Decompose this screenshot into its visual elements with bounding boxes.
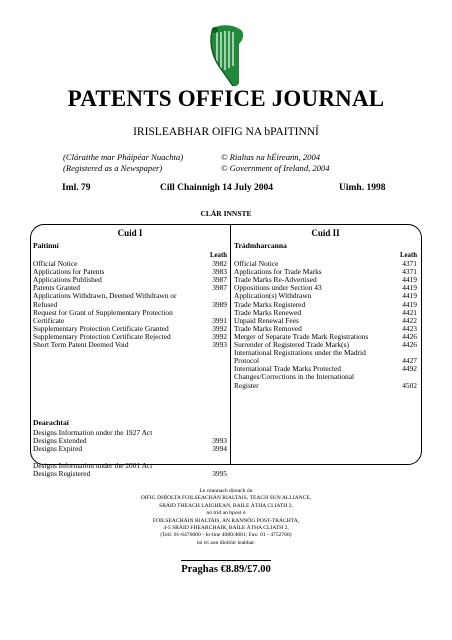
entry-page: 3995 <box>212 468 227 478</box>
price: Praghas €8.89/£7.00 <box>181 564 271 575</box>
entry-label: Designs Registered <box>33 468 91 478</box>
patents-section-heading: Paitinní <box>33 241 59 250</box>
entry-label: Applications for Patents <box>33 267 105 277</box>
issue-number: Uimh. 1998 <box>339 183 386 193</box>
entry-label: Trade Marks Removed <box>234 323 302 333</box>
entry-page: 3983 <box>212 267 227 277</box>
entry-label: International Trade Marks Protected <box>234 364 341 374</box>
designs-2001-list <box>33 462 227 478</box>
copyright-line: © Rialtas na hÉireann, 2004 <box>221 152 321 162</box>
entry-page: 3982 <box>212 259 227 269</box>
entry-page: 3987 <box>212 283 227 293</box>
patents-list <box>33 260 227 349</box>
publisher-line: 4-5 SRÁID FHEARCHAIR, BAILE ÁTHA CLIATH 2, <box>163 525 289 532</box>
entry-label: Applications Published <box>33 275 102 285</box>
designs-1927-list <box>33 429 227 453</box>
entry-page: 4419 <box>402 275 417 285</box>
entry-label: Designs Extended <box>33 436 87 446</box>
harp-icon <box>203 22 251 90</box>
registration-left <box>63 152 183 174</box>
entry-label: Short Term Patent Deemed Void <box>33 340 129 350</box>
contents-entry <box>33 341 227 349</box>
part2-heading: Cuid II <box>311 228 340 238</box>
entry-label: Oppositions under Section 43 <box>234 283 322 293</box>
issue-place-date: Cill Chainnigh 14 July 2004 <box>160 183 273 193</box>
page-column-header: Leath <box>210 252 227 260</box>
entry-label: Official Notice <box>33 259 78 269</box>
entry-label: Designs Information under the 1927 Act <box>33 428 153 438</box>
entry-label: Application(s) Withdrawn <box>234 291 312 301</box>
publisher-line: Le ceannach díreach ón <box>199 488 253 494</box>
contents-entry <box>234 382 417 390</box>
contents-entry <box>234 373 417 381</box>
entry-label: Patents Granted <box>33 283 80 293</box>
entry-label: Unpaid Renewal Fees <box>234 315 299 325</box>
entry-page: 3993 <box>212 436 227 446</box>
entry-label: Register <box>234 380 259 390</box>
page-column-header: Leath <box>400 252 417 260</box>
entry-label: Designs Information under the 2001 Act <box>33 460 153 470</box>
entry-label: Merger of Separate Trade Mark Registrations <box>234 331 369 341</box>
publisher-line: SRÁID THEACH LAIGHEAN, BAILE ÁTHA CLIATH 2, <box>159 502 293 509</box>
issue-volume: Iml. 79 <box>62 183 91 193</box>
entry-page: 4426 <box>402 340 417 350</box>
publisher-line: nó trí aon díoltóir leabhar. <box>196 539 256 546</box>
entry-page: 4419 <box>402 283 417 293</box>
contents-entry <box>234 349 417 357</box>
price-rule <box>181 560 271 561</box>
entry-label: Applications for Trade Marks <box>234 267 322 277</box>
entry-page: 4427 <box>402 356 417 366</box>
entry-page: 3992 <box>212 323 227 333</box>
column-divider <box>230 224 231 465</box>
copyright-line: © Government of Ireland, 2004 <box>221 163 330 173</box>
copyright-right <box>221 152 330 174</box>
entry-label: Surrender of Registered Trade Mark(s) <box>234 340 349 350</box>
entry-label: Changes/Corrections in the International <box>234 372 355 382</box>
part2-column <box>234 228 417 390</box>
part1-heading: Cuid I <box>117 228 143 238</box>
part1-column <box>33 228 227 478</box>
entry-page: 4426 <box>402 331 417 341</box>
entry-page: 3993 <box>212 340 227 350</box>
entry-page: 4423 <box>402 323 417 333</box>
journal-title: PATENTS OFFICE JOURNAL <box>67 86 385 111</box>
entry-page: 4421 <box>402 307 417 317</box>
publisher-info <box>0 488 452 547</box>
contents-entry <box>33 445 227 453</box>
entry-label: International Registrations under the Madrid <box>234 348 366 358</box>
entry-page: 4422 <box>402 315 417 325</box>
entry-label: Trade Marks Registered <box>234 299 306 309</box>
entry-label: Request for Grant of Supplementary Protection <box>33 307 173 317</box>
designs-section-heading: Dearachtaí <box>33 418 69 428</box>
entry-label: Refused <box>33 299 58 309</box>
entry-label: Supplementary Protection Certificate Rejected <box>33 331 171 341</box>
entry-page: 4502 <box>402 380 417 390</box>
registration-line: (Cláraithe mar Pháipéar Nuachta) <box>63 152 184 162</box>
entry-label: Designs Expired <box>33 444 83 454</box>
entry-page: 3987 <box>212 275 227 285</box>
entry-label: Official Notice <box>234 259 279 269</box>
entry-page: 4371 <box>402 259 417 269</box>
trademarks-section-heading: Trádmharcanna <box>234 241 287 250</box>
contents-entry <box>33 292 227 300</box>
journal-subtitle: IRISLEABHAR OIFIG NA bPAITINNÍ <box>133 126 319 138</box>
publisher-line: (Teil: 01-6476000 - fo-líne 4080/4081; Fax: 01 - 4752760) <box>160 532 292 539</box>
entry-page: 4419 <box>402 299 417 309</box>
entry-label: Certificate <box>33 315 65 325</box>
entry-label: Applications Withdrawn, Deemed Withdrawn or <box>33 291 177 301</box>
entry-label: Trade Marks Re-Advertised <box>234 275 317 285</box>
contents-title: CLÁR INNSTE <box>200 209 252 218</box>
entry-label: Protocol <box>234 356 260 366</box>
trademarks-list <box>234 260 417 390</box>
entry-page: 3989 <box>212 299 227 309</box>
publisher-line: nó tríd an bpost ó <box>206 510 246 517</box>
publisher-line: FOILSEACHÁIN RIALTAIS, AN RANNÓG POST-TRÁCHTA, <box>152 517 300 524</box>
entry-label: Trade Marks Renewed <box>234 307 302 317</box>
registration-line: (Registered as a Newspaper) <box>63 163 163 173</box>
entry-label: Supplementary Protection Certificate Granted <box>33 323 169 333</box>
entry-page: 3991 <box>212 315 227 325</box>
entry-page: 3994 <box>212 444 227 454</box>
entry-page: 4419 <box>402 291 417 301</box>
contents-entry <box>33 470 227 478</box>
entry-page: 3992 <box>212 331 227 341</box>
entry-page: 4371 <box>402 267 417 277</box>
entry-page: 4492 <box>402 364 417 374</box>
publisher-line: OIFIG DHÍOLTA FOILSEACHÁN RIALTAIS, TEACH SUN ALLIANCE, <box>140 495 312 502</box>
